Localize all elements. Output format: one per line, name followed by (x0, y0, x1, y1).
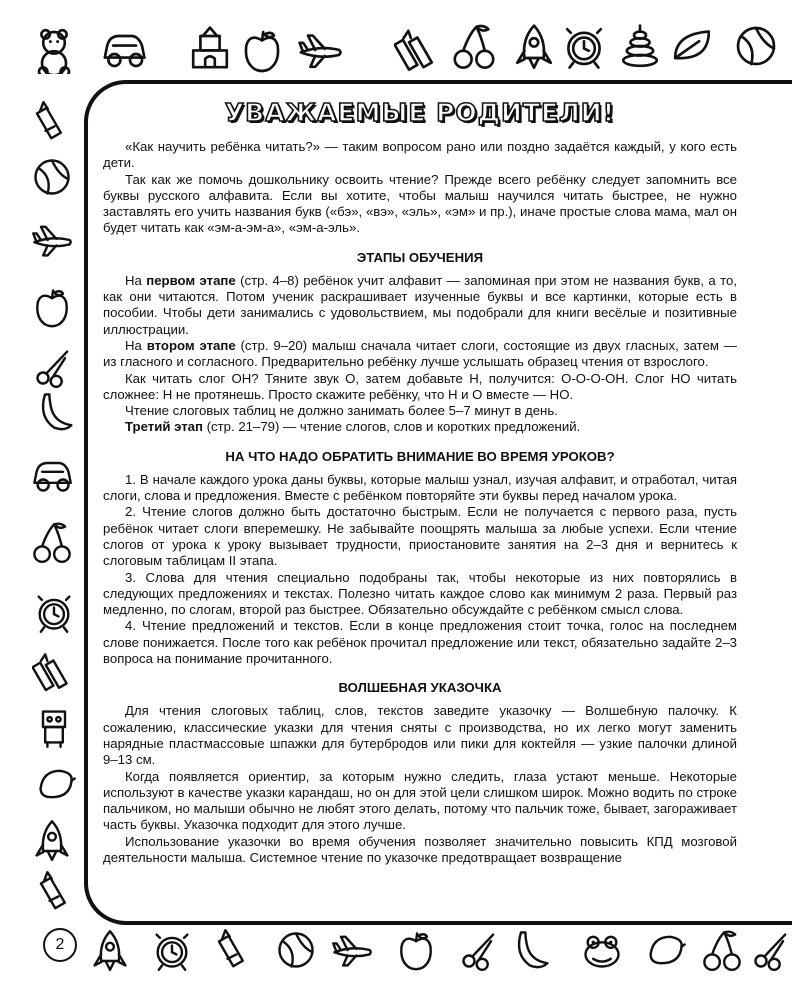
rocket-icon (30, 818, 74, 862)
pointer-paragraph: Для чтения слоговых таблиц, слов, текстов заведите указочку — Волшебную палочку. К сожалению, классические указки для чтения сняты с производства, но их легко могут заменить нарядные пластмассовые шпажки для бутербродов или пики для коктейля — узкие палочки длиной 9–13 см. (103, 703, 737, 768)
section-heading-attention: НА ЧТО НАДО ОБРАТИТЬ ВНИМАНИЕ ВО ВРЕМЯ УРОКОВ? (225, 448, 615, 464)
crayons-icon (394, 26, 442, 74)
intro-paragraph: Так как же помочь дошкольнику освоить чтение? Прежде всего ребёнку следует запомнить все буквы русского алфавита. Если вы хотите, чтобы малыш научился читать быстрее, не нужно заставлять его учить названия букв («бэ», «вэ», «эль», «эм» и пр.), иначе простые слова мама, мал он будет читать как «эм-а-эм-а», «эм-а-эль». (103, 171, 737, 236)
ball-icon (274, 928, 318, 972)
robot-icon (32, 705, 76, 749)
page-title: УВАЖАЕМЫЕ РОДИТЕЛИ! (224, 98, 616, 127)
crayon-icon (210, 928, 254, 972)
alarm-clock-icon (150, 928, 194, 972)
apple-icon (394, 928, 438, 972)
ring-pyramid-icon (616, 22, 664, 70)
page-number: 2 (43, 928, 77, 962)
time-limit-paragraph: Чтение слоговых таблиц не должно занимать более 5–7 минут в день. (125, 403, 558, 419)
pointer-paragraph: Использование указочки во время обучения позволяет значительно повысить КПД мозговой деятельности малыша. Системное чтение по указочке предотвращает возвращение (103, 833, 737, 865)
alarm-clock-icon (32, 590, 76, 634)
crayon-icon (28, 100, 72, 144)
frog-icon (580, 928, 624, 972)
blocks-castle-icon (186, 24, 234, 72)
apple-icon (30, 285, 74, 329)
apple-icon (238, 26, 286, 74)
car-icon (100, 24, 148, 72)
leaf-icon (668, 22, 716, 70)
stage-two-label: втором этапе (146, 337, 236, 353)
apple-icon (238, 26, 286, 74)
lemon-icon (34, 762, 78, 806)
rocket-icon (30, 818, 74, 862)
lemon-icon (644, 928, 688, 972)
cherries-icon (450, 22, 498, 70)
ball-icon (732, 22, 780, 70)
rocket-icon (510, 22, 558, 70)
cherries-icon (700, 928, 744, 972)
airplane-icon (296, 26, 344, 74)
scissors-icon (458, 928, 502, 972)
airplane-icon (330, 928, 374, 972)
scissors-icon (32, 345, 76, 389)
car-icon (30, 452, 74, 496)
section-heading-stages: ЭТАПЫ ОБУЧЕНИЯ (356, 249, 484, 265)
stage-three-paragraph: Третий этап (стр. 21–79) — чтение слогов, слов и коротких предложений. (125, 419, 581, 435)
section-heading-pointer: ВОЛШЕБНАЯ УКАЗОЧКА (338, 680, 502, 696)
page-content (103, 96, 737, 866)
crayon-icon (28, 100, 72, 144)
attention-item: 2. Чтение слогов должно быть достаточно быстрым. Если не получается с первого раза, пусть ребёнок читает слоги вперемешку. Не забывайте поощрять малыша за любые успехи. Если чтение слогов от урока к уроку вызывает трудности, приостановите занятия на 2–3 дня и вернитесь к слоговым таблицам II этапа. (103, 504, 737, 569)
crayons-icon (32, 650, 76, 694)
crayon-icon (32, 870, 76, 914)
syllable-paragraph: Как читать слог ОН? Тяните звук О, затем добавьте Н, получится: О-О-О-ОН. Слог НО читать сложнее: Н не протянешь. Просто скажите ребёнку, что Н и О вместе — НО. (103, 370, 737, 402)
apple-icon (394, 928, 438, 972)
crayons-icon (32, 650, 76, 694)
scissors-icon (750, 928, 794, 972)
apple-icon (30, 285, 74, 329)
alarm-clock-icon (560, 22, 608, 70)
lemon-icon (34, 762, 78, 806)
airplane-icon (296, 26, 344, 74)
car-icon (100, 24, 148, 72)
attention-item: 1. В начале каждого урока даны буквы, которые малыш узнал, изучая алфавит, и отработал, читая слоги, слова и предложения. Вместе с ребёнком повторяйте эти буквы перед началом урока. (103, 471, 737, 504)
scissors-icon (458, 928, 502, 972)
ball-icon (274, 928, 318, 972)
robot-icon (32, 705, 76, 749)
car-icon (30, 452, 74, 496)
crayon-icon (32, 870, 76, 914)
attention-item: 4. Чтение предложений и текстов. Если в конце предложения стоит точка, голос на последнем слове понижается. После того как ребёнок прочитал предложение или текст, обязательно задайте 2–3 вопроса на понимание прочитанного. (103, 618, 737, 667)
crayon-icon (210, 928, 254, 972)
alarm-clock-icon (32, 590, 76, 634)
teddy-bear-icon (30, 26, 78, 74)
leaf-icon (668, 22, 716, 70)
banana-icon (510, 928, 554, 972)
alarm-clock-icon (150, 928, 194, 972)
ring-pyramid-icon (616, 22, 664, 70)
frog-icon (580, 928, 624, 972)
rocket-icon (88, 928, 132, 972)
teddy-bear-icon (30, 26, 78, 74)
alarm-clock-icon (560, 22, 608, 70)
intro-paragraph: «Как научить ребёнка читать?» — таким вопросом рано или поздно задаётся каждый, у кого есть дети. (103, 139, 737, 171)
banana-icon (34, 390, 78, 434)
banana-icon (34, 390, 78, 434)
ball-icon (30, 155, 74, 199)
stage-three-label: Третий этап (125, 419, 203, 435)
crayons-icon (394, 26, 442, 74)
stage-two-paragraph: На втором этапе (стр. 9–20) малыш сначала читает слоги, состоящие из двух гласных, затем — из гласного и согласного. Предварительно ребёнку лучше услышать образец чтения от взрослого. (103, 337, 737, 370)
airplane-icon (330, 928, 374, 972)
airplane-icon (30, 218, 74, 262)
scissors-icon (750, 928, 794, 972)
banana-icon (510, 928, 554, 972)
blocks-castle-icon (186, 24, 234, 72)
rocket-icon (88, 928, 132, 972)
attention-item: 3. Слова для чтения специально подобраны так, чтобы некоторые из них повторялись в следующих предложениях и текстах. Полезно читать каждое слово как минимум 2 раза. Первый раз медленно, по слогам, второй раз быстрее. Обязательно обсуждайте с ребёнком смысл слова. (103, 569, 737, 618)
cherries-icon (700, 928, 744, 972)
cherries-icon (30, 520, 74, 564)
lemon-icon (644, 928, 688, 972)
rocket-icon (510, 22, 558, 70)
pointer-paragraph: Когда появляется ориентир, за которым нужно следить, глаза устают меньше. Некоторые используют в качестве указки карандаш, но он для этой цели слишком широк. Можно водить по строке пальчиком, но малыши обычно не любят этого делать, потому что пальчик тоже, бывает, загораживает часть буквы. Указочка подходит для этого лучше. (103, 768, 738, 833)
stage-one-label: первом этапе (146, 272, 236, 288)
cherries-icon (30, 520, 74, 564)
airplane-icon (30, 218, 74, 262)
stage-one-paragraph: На первом этапе (стр. 4–8) ребёнок учит алфавит — запоминая при этом не названия букв, а то, как они читаются. Потом ученик раскрашивает изученные буквы и все картинки, которые есть в пособии. Чтобы дети занимались с удовольствием, мы подобрали для книги весёлые и позитивные иллюстрации. (103, 272, 737, 337)
ball-icon (732, 22, 780, 70)
cherries-icon (450, 22, 498, 70)
ball-icon (30, 155, 74, 199)
scissors-icon (32, 345, 76, 389)
